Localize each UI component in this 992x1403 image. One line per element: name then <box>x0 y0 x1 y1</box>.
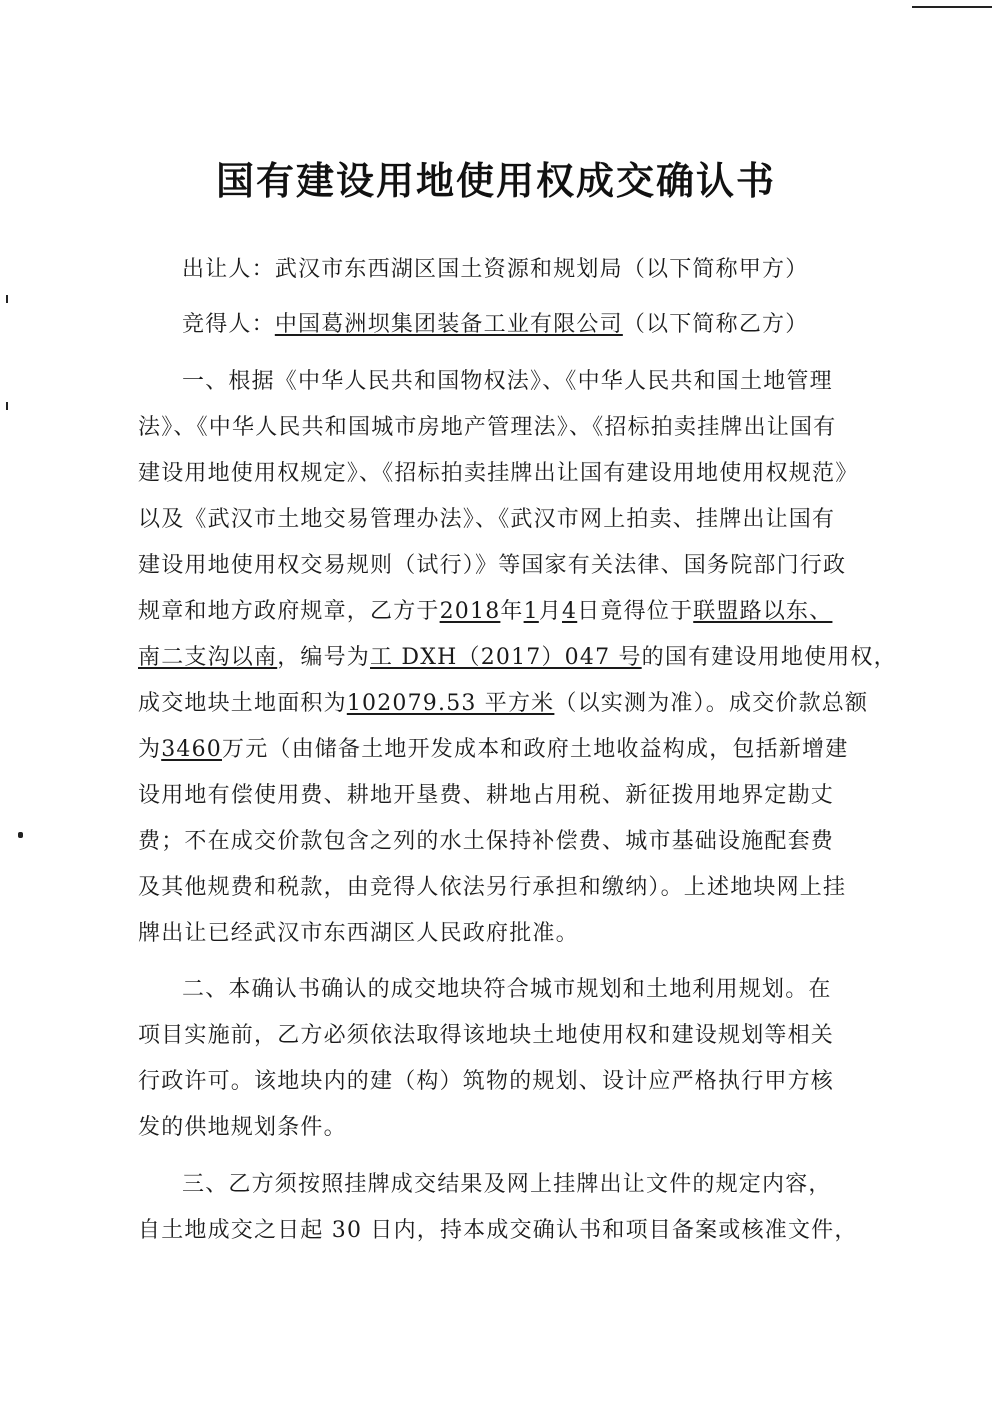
location-part-1: 联盟路以东、 <box>693 599 833 624</box>
s1-line-11: 费；不在成交价款包含之列的水土保持补偿费、城市基础设施配套费 <box>138 829 835 854</box>
s1-line-4: 以及《武汉市土地交易管理办法》、《武汉市网上拍卖、挂牌出让国有 <box>138 507 836 532</box>
winner-line <box>182 310 808 340</box>
s3-line-2: 自土地成交之日起 30 日内，持本成交确认书和项目备案或核准文件， <box>138 1218 858 1243</box>
s1-line-3: 建设用地使用权规定》、《招标拍卖挂牌出让国有建设用地使用权规范》 <box>138 461 859 486</box>
s1-line-10: 设用地有偿使用费、耕地开垦费、耕地占用税、新征拨用地界定勘丈 <box>138 783 835 808</box>
winner-label: 竞得人： <box>182 312 275 337</box>
scan-mark-top-right <box>912 6 992 8</box>
winner-company: 中国葛洲坝集团装备工业有限公司 <box>274 312 623 337</box>
s1-line-8 <box>138 689 868 719</box>
s1-line-7 <box>138 643 897 673</box>
location-part-2: 南二支沟以南 <box>138 645 278 670</box>
s1-line-5: 建设用地使用权交易规则（试行）》等国家有关法律、国务院部门行政 <box>138 553 847 578</box>
s2-line-4: 发的供地规划条件。 <box>138 1115 347 1140</box>
s1-text: 规章和地方政府规章，乙方于 <box>138 599 440 624</box>
scan-mark-left-1 <box>6 295 8 303</box>
s1-line-12: 及其他规费和税款，由竞得人依法另行承担和缴纳）。上述地块网上挂 <box>138 875 847 900</box>
s1-text: 成交地块土地面积为 <box>138 691 347 716</box>
s1-text: 日竟得位于 <box>577 599 694 624</box>
grantor-value: 武汉市东西湖区国土资源和规划局（以下简称甲方） <box>274 257 809 282</box>
s1-line-6 <box>138 597 832 627</box>
s2-line-2: 项目实施前，乙方必须依法取得该地块土地使用权和建设规划等相关 <box>138 1023 835 1048</box>
s1-line-13: 牌出让已经武汉市东西湖区人民政府批准。 <box>138 921 579 946</box>
s1-text: （以实测为准）。成交价款总额 <box>554 691 869 716</box>
s1-line-1: 一、根据《中华人民共和国物权法》、《中华人民共和国土地管理 <box>182 369 833 394</box>
s1-text: 的国有建设用地使用权， <box>641 645 897 670</box>
scan-mark-left-dot <box>18 832 23 838</box>
document-title: 国有建设用地使用权成交确认书 <box>215 159 776 203</box>
s1-line-9 <box>138 735 848 765</box>
s1-text: ，编号为 <box>277 645 371 670</box>
grantor-line <box>182 255 808 285</box>
s1-line-2: 法》、《中华人民共和国城市房地产管理法》、《招标拍卖挂牌出让国有 <box>138 415 837 440</box>
award-day: 4 <box>562 599 578 624</box>
s2-line-1: 二、本确认书确认的成交地块符合城市规划和土地利用规划。在 <box>182 977 832 1002</box>
transaction-price: 3460 <box>161 737 222 762</box>
land-area: 102079.53 平方米 <box>346 691 555 716</box>
s3-line-1: 三、乙方须按照挂牌成交结果及网上挂牌出让文件的规定内容， <box>182 1172 832 1197</box>
s1-text: 年 <box>500 599 524 624</box>
scan-mark-left-2 <box>6 402 8 410</box>
s2-line-3: 行政许可。该地块内的建（构）筑物的规划、设计应严格执行甲方核 <box>138 1069 835 1094</box>
s1-text: 月 <box>538 599 563 624</box>
grantor-label: 出让人： <box>182 257 275 282</box>
s1-text: 为 <box>138 737 162 762</box>
winner-suffix: （以下简称乙方） <box>622 312 809 337</box>
award-year: 2018 <box>439 599 501 624</box>
award-month: 1 <box>523 599 539 624</box>
parcel-number: 工 DXH（2017）047 号 <box>370 645 642 670</box>
s1-text: 万元（由储备土地开发成本和政府土地收益构成，包括新增建 <box>222 737 849 762</box>
